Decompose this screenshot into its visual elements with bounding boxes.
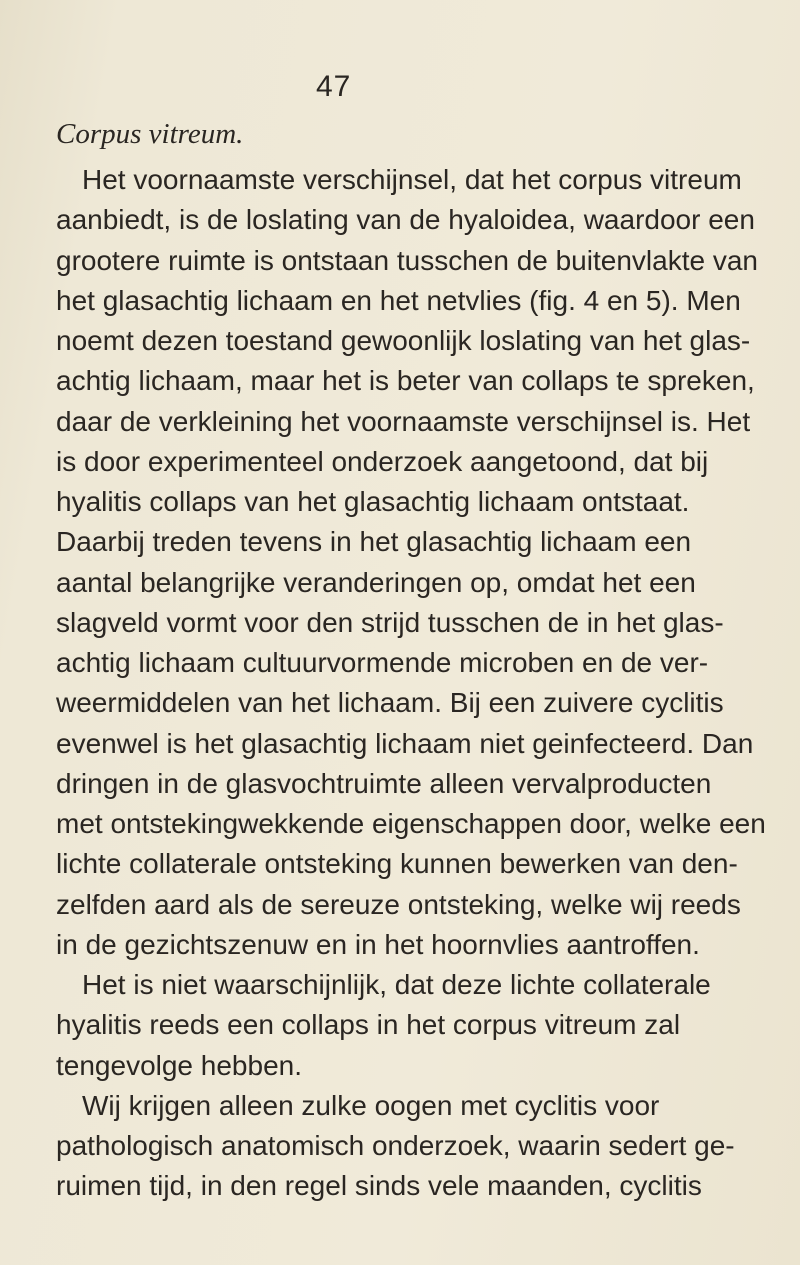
text-line: lichte collaterale ontsteking kunnen bewerken van den- (56, 848, 738, 880)
section-heading: Corpus vitreum. (56, 118, 244, 150)
text-line: noemt dezen toestand gewoonlijk loslating van het glas- (56, 325, 751, 356)
text-line: aantal belangrijke veranderingen op, omdat het een (56, 566, 696, 598)
text-line: achtig lichaam, maar het is beter van collaps te spreken, (56, 365, 755, 397)
text-line: het glasachtig lichaam en het netvlies (fig. 4 en 5). Men (56, 284, 741, 316)
text-line: Het is niet waarschijnlijk, dat deze lichte collaterale (82, 969, 711, 1000)
text-line: tengevolge hebben. (56, 1049, 302, 1081)
text-line: Wij krijgen alleen zulke oogen met cyclitis voor (82, 1089, 660, 1121)
text-line: is door experimenteel onderzoek aangetoond, dat bij (56, 445, 709, 477)
text-line: met ontstekingwekkende eigenschappen door, welke een (56, 808, 766, 839)
text-line: achtig lichaam cultuurvormende microben en de ver- (56, 647, 709, 678)
text-line: Het voornaamste verschijnsel, dat het corpus vitreum (82, 164, 742, 195)
text-line: grootere ruimte is ontstaan tusschen de buitenvlakte van (56, 244, 758, 276)
text-line: slagveld vormt voor den strijd tusschen de in het glas- (56, 606, 724, 638)
text-line: ruimen tijd, in den regel sinds vele maanden, cyclitis (56, 1170, 702, 1202)
text-line: aanbiedt, is de loslating van de hyaloidea, waardoor een (56, 204, 755, 236)
text-line: zelfden aard als de sereuze ontsteking, welke wij reeds (56, 888, 741, 920)
text-line: in de gezichtszenuw en in het hoornvlies aantroffen. (56, 928, 700, 960)
text-line: pathologisch anatomisch onderzoek, waarin sedert ge- (56, 1130, 735, 1161)
page-number: 47 (316, 70, 352, 103)
text-line: daar de verkleining het voornaamste verschijnsel is. Het (56, 405, 751, 437)
text-line: dringen in de glasvochtruimte alleen vervalproducten (56, 767, 712, 799)
text-line: weermiddelen van het lichaam. Bij een zuivere cyclitis (56, 687, 724, 719)
text-line: Daarbij treden tevens in het glasachtig lichaam een (56, 526, 692, 558)
text-line: evenwel is het glasachtig lichaam niet geinfecteerd. Dan (56, 727, 754, 759)
body-text (56, 160, 766, 1207)
text-line: hyalitis reeds een collaps in het corpus vitreum zal (56, 1009, 681, 1041)
text-line: hyalitis collaps van het glasachtig lichaam ontstaat. (56, 486, 690, 517)
